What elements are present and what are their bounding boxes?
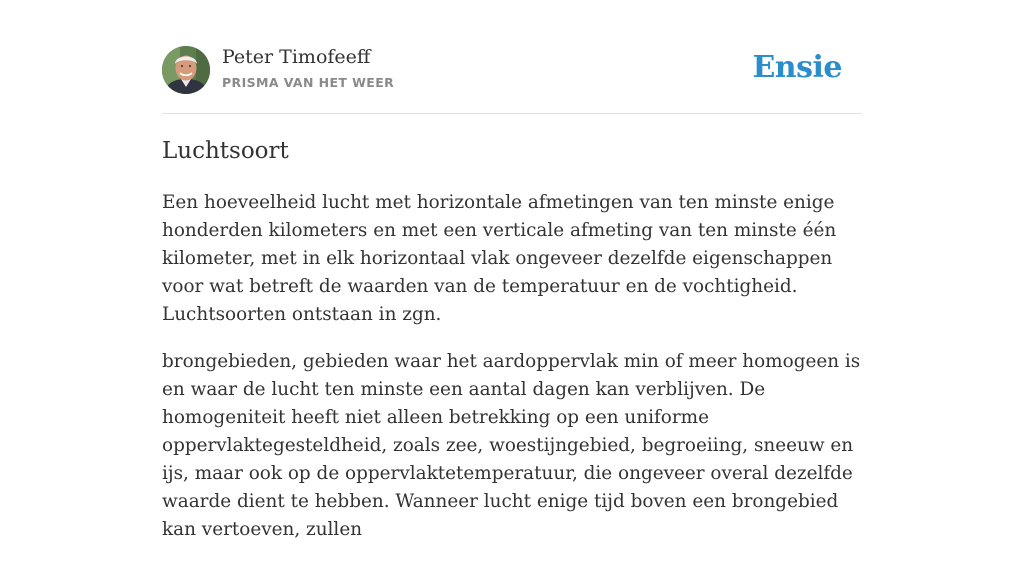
avatar[interactable] (162, 46, 210, 94)
article-title: Luchtsoort (162, 138, 289, 164)
brand-logo[interactable]: Ensie (752, 50, 842, 85)
author-subtitle[interactable]: PRISMA VAN HET WEER (222, 75, 395, 90)
article-paragraph: Een hoeveelheid lucht met horizontale afmetingen van ten minste enige honderden kilometers en met een verticale afmeting van ten minste één kilometer, met in elk horizontaal vlak ongeveer dezelfde eigenschappen voor wat betreft de waarden van de temperatuur en de vochtigheid. Luchtsoorten ontstaan in zgn. (162, 192, 837, 325)
article-body (162, 189, 864, 563)
header-divider (162, 113, 862, 114)
article-paragraph: brongebieden, gebieden waar het aardoppervlak min of meer homogeen is en waar de lucht ten minste een aantal dagen kan verblijven. De homogeniteit heeft niet alleen betrekking op een uniforme oppervlaktegesteldheid, zoals zee, woestijngebied, begroeiing, sneeuw en ijs, maar ook op de oppervlaktetemperatuur, die ongeveer overal dezelfde waarde dient te hebben. Wanneer lucht enige tijd boven een brongebied kan vertoeven, zullen (162, 351, 861, 540)
author-name[interactable]: Peter Timofeeff (222, 46, 371, 68)
person-portrait-icon (162, 46, 210, 94)
author-header (162, 46, 862, 96)
